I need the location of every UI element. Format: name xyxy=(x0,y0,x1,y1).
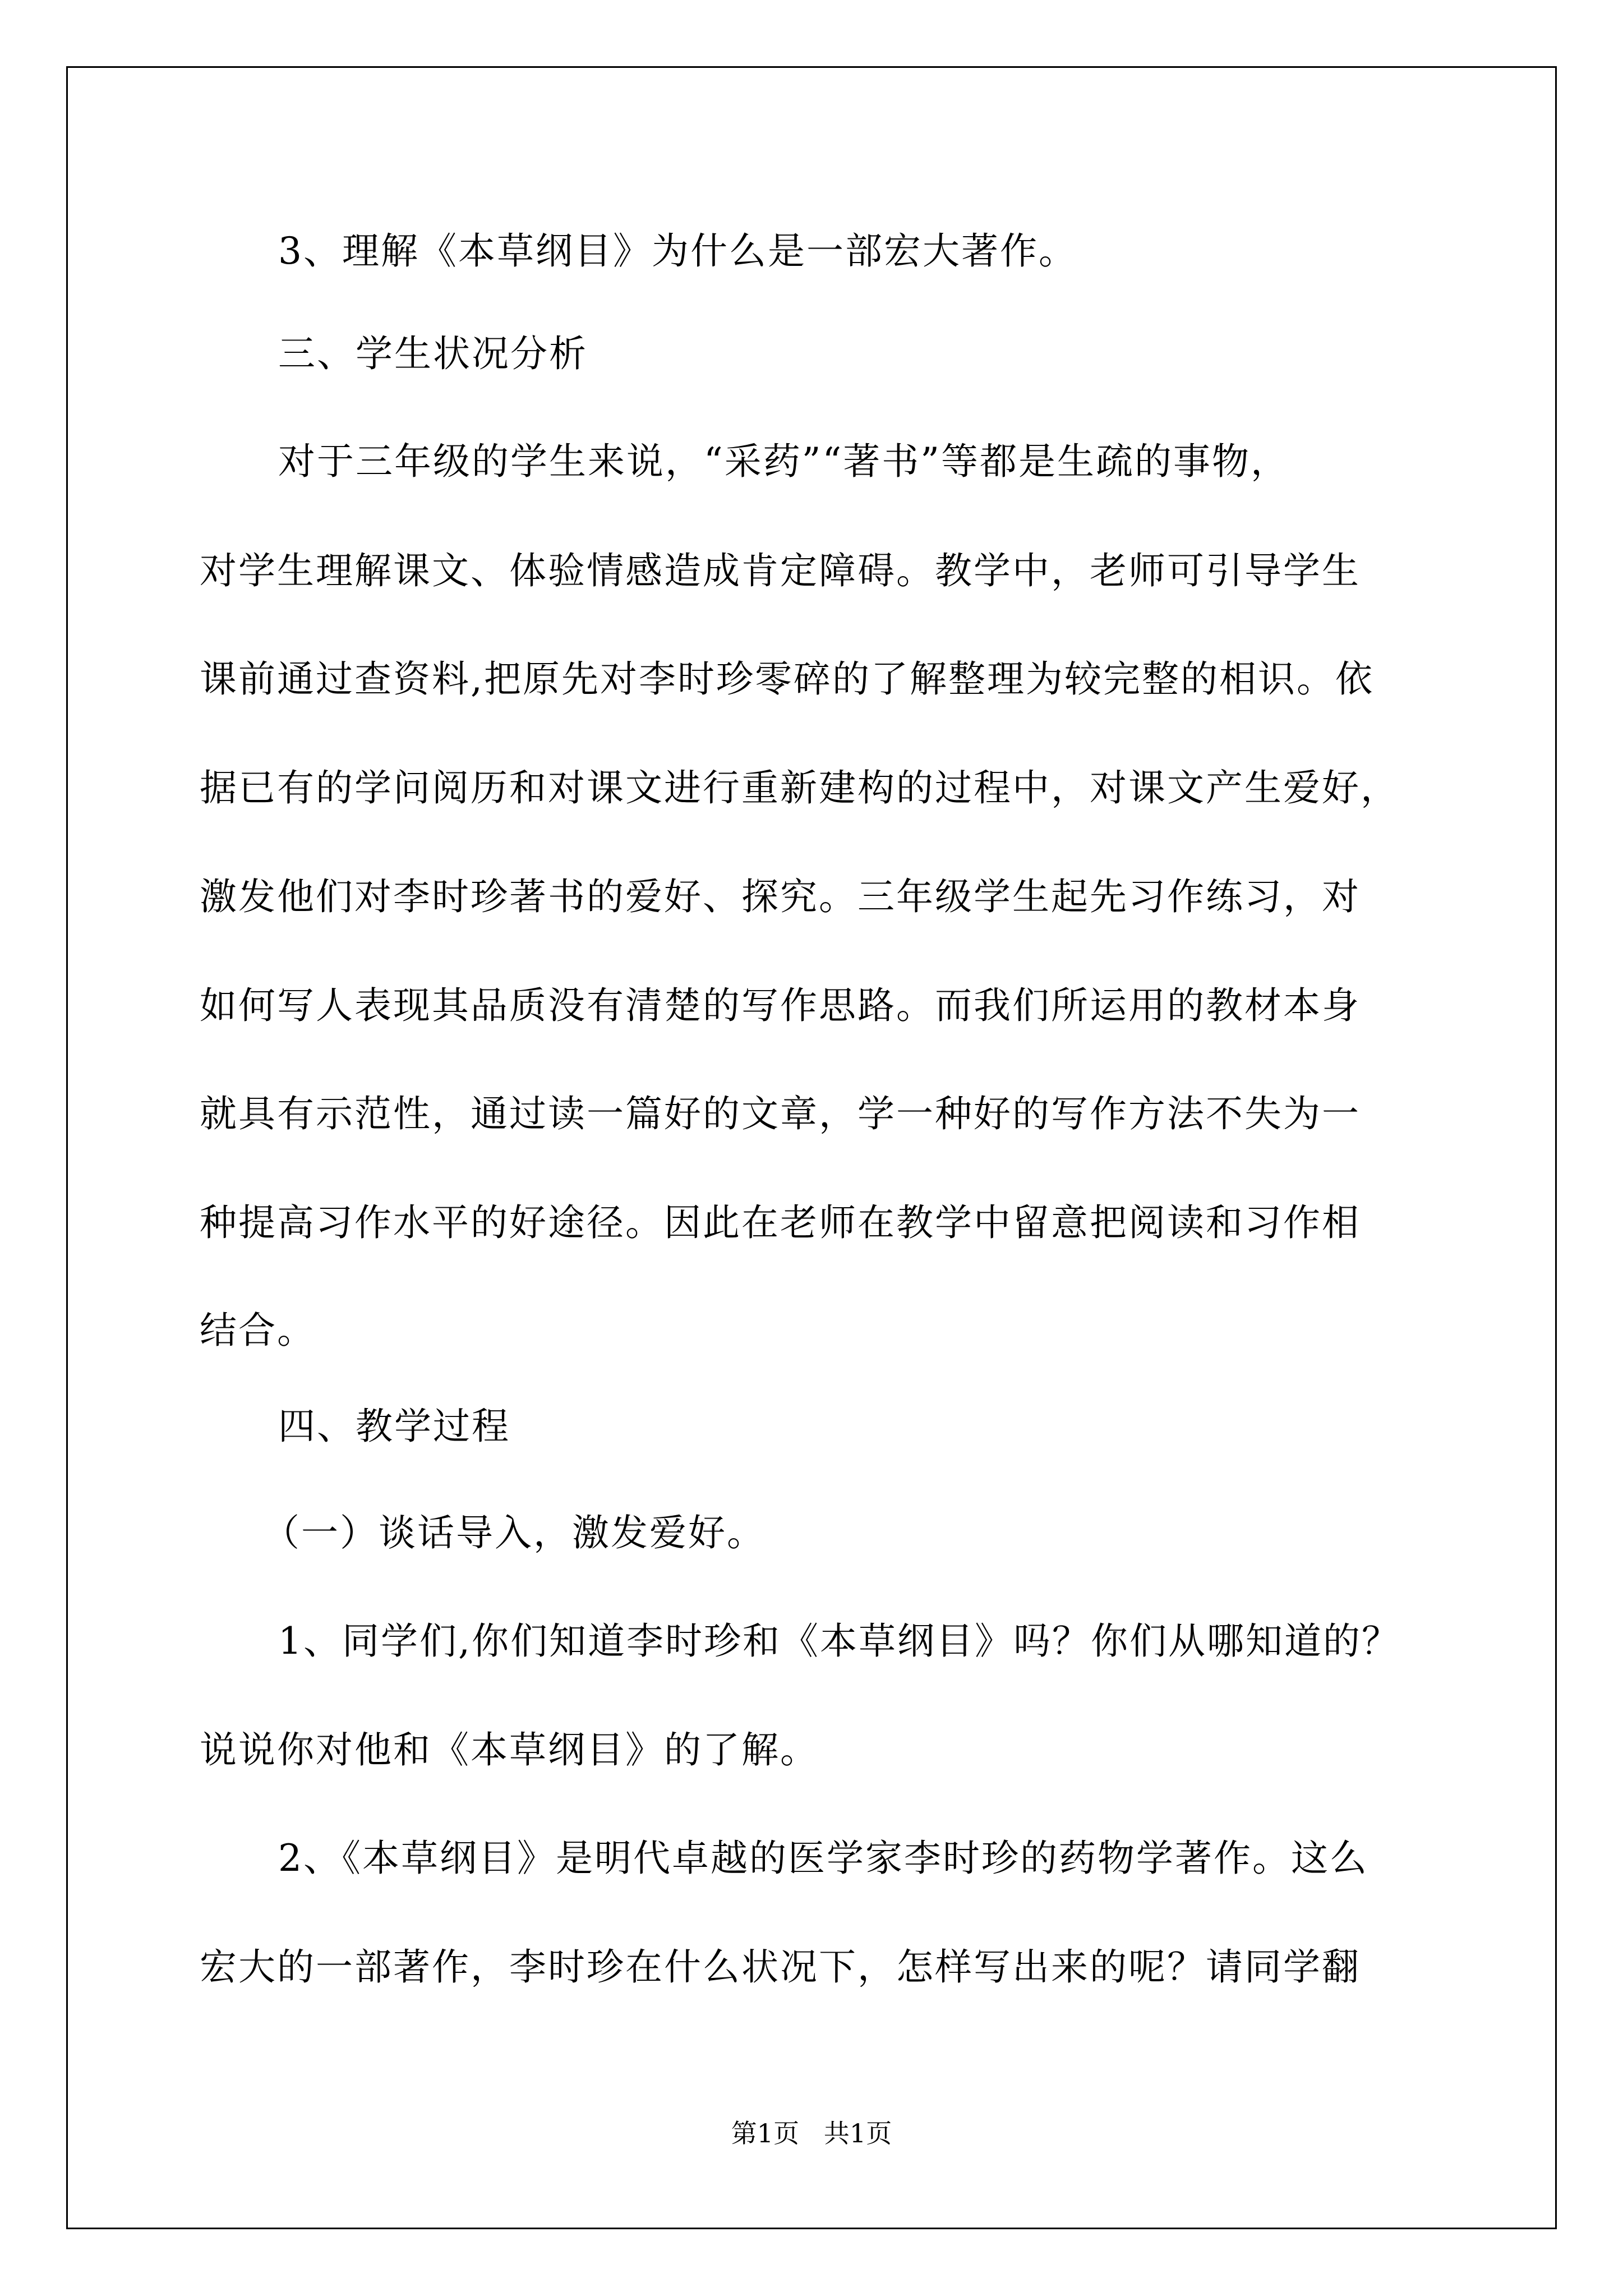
text-line: 据已有的学问阅历和对课文进行重新建构的过程中，对课文产生爱好， xyxy=(200,766,1399,809)
text-line: 对于三年级的学生来说，“采药”“著书”等都是生疏的事物， xyxy=(278,440,1289,483)
section-heading: 三、学生状况分析 xyxy=(278,332,588,375)
text-line: 说说你对他和《本草纲目》的了解。 xyxy=(200,1728,819,1772)
subheading: （一）谈话导入，激发爱好。 xyxy=(262,1511,766,1554)
page-border xyxy=(66,66,1557,2229)
text-line: 激发他们对李时珍著书的爱好、探究。三年级学生起先习作练习，对 xyxy=(200,875,1361,918)
text-line: 1、同学们,你们知道李时珍和《本草纲目》吗？你们从哪知道的？ xyxy=(278,1619,1400,1663)
text-line: 宏大的一部著作，李时珍在什么状况下，怎样写出来的呢？请同学翻 xyxy=(200,1945,1361,1989)
text-line: 3、理解《本草纲目》为什么是一部宏大著作。 xyxy=(278,229,1077,273)
section-heading: 四、教学过程 xyxy=(278,1405,510,1448)
text-line: 对学生理解课文、体验情感造成肯定障碍。教学中，老师可引导学生 xyxy=(200,549,1361,592)
text-line: 就具有示范性，通过读一篇好的文章，学一种好的写作方法不失为一 xyxy=(200,1092,1361,1135)
text-line: 结合。 xyxy=(200,1309,316,1352)
text-line: 如何写人表现其品质没有清楚的写作思路。而我们所运用的教材本身 xyxy=(200,984,1361,1027)
text-line: 2、《本草纲目》是明代卓越的医学家李时珍的药物学著作。这么 xyxy=(278,1837,1368,1880)
page-footer: 第1页 共1页 xyxy=(731,2118,892,2148)
text-line: 种提高习作水平的好途径。因此在老师在教学中留意把阅读和习作相 xyxy=(200,1201,1361,1244)
text-line: 课前通过查资料,把原先对李时珍零碎的了解整理为较完整的相识。依 xyxy=(200,657,1374,701)
